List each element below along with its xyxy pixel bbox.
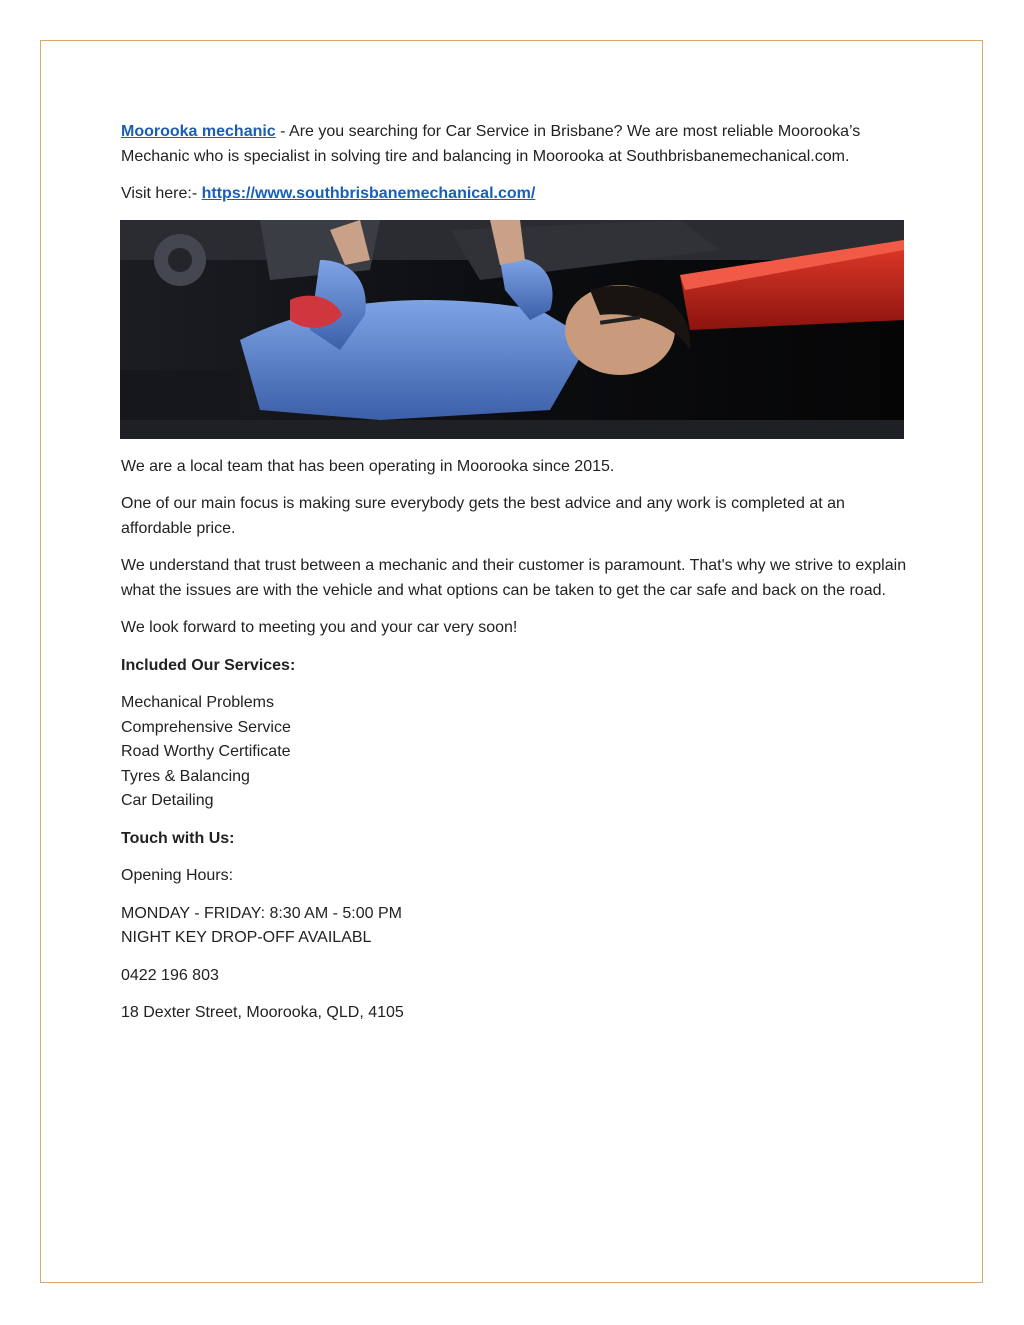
opening-hours-label: Opening Hours: (121, 867, 234, 884)
services-list (121, 691, 911, 814)
website-link[interactable]: https://www.southbrisbanemechanical.com/ (201, 185, 536, 202)
visit-label: Visit here:- (121, 185, 202, 202)
mechanic-under-car-photo (120, 220, 904, 439)
list-item: Car Detailing (121, 792, 214, 809)
hours-line: NIGHT KEY DROP-OFF AVAILABL (121, 929, 372, 946)
body-paragraph: We are a local team that has been operating in Moorooka since 2015. (121, 457, 615, 475)
document-body (121, 120, 911, 1039)
body-paragraph: We understand that trust between a mechanic and their customer is paramount. That's why we strive to explain what the issues are with the vehicle and what options can be taken to get the car safe and back on the road. (121, 557, 907, 599)
list-item: Mechanical Problems (121, 694, 274, 711)
body-paragraph: One of our main focus is making sure everybody gets the best advice and any work is completed at an affordable price. (121, 495, 845, 537)
phone-number: 0422 196 803 (121, 966, 219, 984)
contact-heading: Touch with Us: (121, 829, 235, 847)
visit-paragraph (121, 182, 911, 207)
opening-hours (121, 902, 911, 951)
list-item: Road Worthy Certificate (121, 743, 291, 760)
services-heading: Included Our Services: (121, 656, 296, 674)
body-paragraph: We look forward to meeting you and your car very soon! (121, 619, 518, 636)
intro-paragraph (121, 120, 911, 169)
list-item: Tyres & Balancing (121, 767, 250, 785)
intro-text: - Are you searching for Car Service in Brisbane? We are most reliable Moorooka’s Mechanic who is specialist in solving tire and balancing in Moorooka at Southbrisbanemechanical.com. (121, 123, 861, 165)
address: 18 Dexter Street, Moorooka, QLD, 4105 (121, 1004, 404, 1021)
list-item: Comprehensive Service (121, 718, 291, 736)
moorooka-mechanic-link[interactable]: Moorooka mechanic (121, 123, 276, 140)
hours-line: MONDAY - FRIDAY: 8:30 AM - 5:00 PM (121, 904, 402, 922)
